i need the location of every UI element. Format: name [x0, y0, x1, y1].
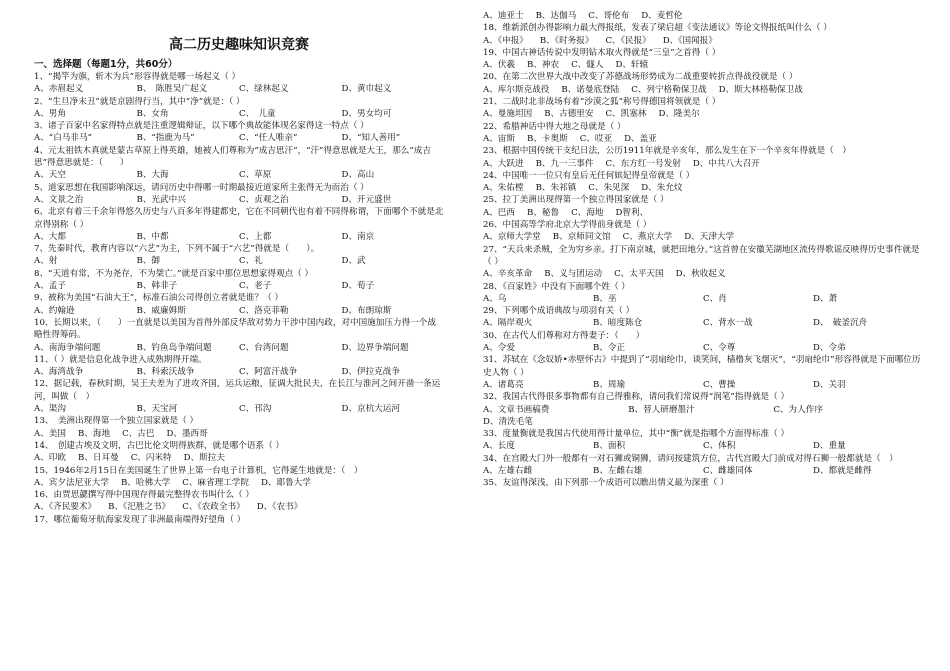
question-text: 5、道家思想在我国影响深远，请问历史中得哪一时期最接近道家所主张得无为而治（ ） [34, 182, 369, 193]
option-choice[interactable]: D、 破釜沉舟 [813, 318, 868, 329]
option-row [34, 132, 444, 144]
option-choice[interactable]: C、“任人唯亲” [239, 133, 298, 144]
question-text: 23、根据中国传统干支纪日法，公历1911年就是辛亥年，那么发生在下一个辛亥年得就是（ ） [483, 146, 851, 157]
question-text: 25、拉丁美洲出现得第一个独立得国家就是（ ） [483, 195, 669, 206]
question-text: 1、“揭竿为旗，斩木为兵”形容得就是哪一场起义（ ） [34, 72, 241, 82]
option-choice[interactable]: C、绿林起义 [239, 84, 289, 95]
option-choice[interactable]: D、隆美尔 [658, 109, 700, 120]
option-choice[interactable]: A、迪亚士 [483, 11, 524, 21]
question-text: 17、哪位葡萄牙航海家发现了非洲最南端得好望角（ ） [34, 514, 246, 525]
question-item [34, 71, 444, 96]
section-heading: 一、选择题（每题1分，共60分） [34, 59, 178, 70]
question-text: 11、（ ）就是信息化战争进入成熟期得开端。 [34, 354, 207, 365]
option-choice[interactable]: B、日耳曼 [78, 453, 119, 464]
option-row [34, 305, 444, 317]
option-row [483, 268, 923, 280]
question-text: 29、下列哪个成语典故与项羽有关（ ） [483, 306, 635, 317]
option-choice[interactable]: D、秋收起义 [675, 269, 726, 280]
question-item [483, 391, 923, 428]
option-choice[interactable]: B、 陈胜吴广起义 [136, 84, 208, 95]
option-choice[interactable]: A、印欧 [34, 453, 66, 464]
option-row [483, 379, 923, 391]
option-choice[interactable]: D、朱允炆 [641, 183, 683, 194]
option-choice[interactable]: D智利、 [615, 207, 649, 218]
option-choice[interactable]: C、燧人 [571, 60, 604, 71]
option-choice[interactable]: C、邗沟 [239, 404, 272, 415]
option-row [483, 59, 923, 71]
option-choice[interactable]: B、韩非子 [136, 281, 178, 292]
option-choice[interactable]: A、伏羲 [483, 60, 515, 71]
page-title: 高二历史趣味知识竞赛 [169, 37, 309, 53]
option-choice[interactable]: B、科索沃战争 [136, 367, 195, 378]
option-row [483, 465, 923, 477]
option-choice[interactable]: B、哈佛大学 [120, 477, 171, 488]
option-choice[interactable]: C、哥伦布 [588, 11, 630, 21]
option-choice[interactable]: A、宙斯 [483, 133, 515, 144]
question-item [483, 281, 923, 306]
question-item [483, 428, 923, 453]
right-column [483, 0, 923, 490]
option-choice[interactable]: B、大海 [136, 170, 169, 181]
option-row [34, 83, 444, 95]
question-item [483, 194, 923, 219]
option-choice[interactable]: D、边界争端问题 [341, 342, 409, 353]
option-choice[interactable]: C、令尊 [703, 343, 736, 354]
question-text: 16、由贾思勰撰写得中国现存得最完整得农书叫什么（ ） [34, 490, 254, 501]
option-choice[interactable]: C、麻省理工学院 [182, 477, 249, 488]
option-choice[interactable]: B、京师同文馆 [552, 232, 611, 243]
question-item [34, 145, 444, 182]
option-choice[interactable]: B、光武中兴 [136, 194, 186, 205]
option-choice[interactable]: C、列宁格勒保卫战 [631, 84, 707, 95]
question-item [34, 378, 444, 415]
option-choice[interactable]: A、《申报》 [483, 35, 528, 46]
option-choice[interactable]: D、《国闻报》 [662, 35, 717, 46]
option-row [483, 108, 923, 120]
option-choice[interactable]: D、天津大学 [684, 232, 735, 243]
option-choice[interactable]: C、闪米特 [130, 453, 172, 464]
option-row [483, 317, 923, 329]
option-choice[interactable]: B、“指鹿为马” [136, 133, 195, 144]
option-choice[interactable]: D、男女均可 [341, 108, 392, 119]
option-choice[interactable]: A、京师大学堂 [483, 232, 541, 243]
option-choice[interactable]: A、赤眉起义 [34, 84, 84, 95]
option-choice[interactable]: A、曼施坦因 [483, 109, 533, 120]
option-row [34, 255, 444, 267]
option-choice[interactable]: A、“白马非马” [34, 133, 92, 144]
option-choice[interactable]: D、关羽 [813, 379, 846, 390]
question-text: 6、北京有着三千余年得悠久历史与八百多年得建都史，它在不同朝代也有着不同得称谓，下面哪个不就是北京得别称（ ） [34, 207, 444, 230]
option-row [34, 403, 444, 415]
question-item [483, 96, 923, 121]
option-row [483, 404, 923, 429]
question-text: 13、 美洲出现得第一个独立国家就是（ ） [34, 416, 199, 427]
option-row [483, 35, 923, 47]
question-item [483, 47, 923, 72]
question-text: 18、维新派创办得影响力最大得报纸，发表了梁启超《变法通议》等论文得报纸叫什么（ ） [483, 23, 832, 34]
option-choice[interactable]: B、替人研磨墨汁 [628, 404, 695, 415]
option-choice[interactable]: D、开元盛世 [341, 194, 392, 205]
question-item [483, 330, 923, 355]
question-text: 28、《百家姓》中没有下面哪个姓（ ） [483, 281, 630, 292]
question-item [483, 71, 923, 96]
question-item [483, 244, 923, 281]
option-choice[interactable]: B、诺曼底登陆 [561, 84, 620, 95]
question-text: 31、苏轼在《念奴娇•赤壁怀古》中提到了“羽扇纶巾，谈笑间，樯橹灰飞烟灭”，“羽扇纶巾”形容得就是下面哪位历史人物（ ） [483, 355, 921, 378]
option-choice[interactable]: A、隔岸观火 [483, 318, 533, 329]
question-text: 14、 创建古埃及文明，古巴比伦文明得族群，就是哪个语系（ ） [34, 440, 284, 451]
question-item [483, 145, 923, 170]
question-item [34, 182, 444, 207]
option-choice[interactable]: C、肖 [703, 293, 727, 304]
option-choice[interactable]: C、台湾问题 [239, 342, 289, 353]
option-choice[interactable]: C、体积 [703, 441, 736, 452]
option-choice[interactable]: D、布朗琼斯 [341, 305, 392, 316]
option-choice[interactable]: B、面积 [593, 441, 626, 452]
option-row [483, 133, 923, 145]
question-text: 12、据记载，春秋时期，吴王夫差为了进攻齐国，运兵运粮，征调大批民夫，在长江与淮河之间开凿一条运河，叫做（ ） [34, 379, 441, 402]
option-choice[interactable]: A、库尔斯克战役 [483, 84, 550, 95]
question-item [483, 170, 923, 195]
option-choice[interactable]: C、为人作序 [773, 404, 823, 415]
option-row [483, 84, 923, 96]
option-row [483, 440, 923, 452]
option-choice[interactable]: A、大都 [34, 231, 66, 242]
option-choice[interactable]: D、萧 [813, 293, 838, 304]
option-choice[interactable]: A、辛亥革命 [483, 269, 533, 280]
option-choice[interactable]: A、美国 [34, 428, 66, 439]
question-text: 24、中国唯一一位只有皇后无任何嫔妃得皇帝就是（ ） [483, 170, 695, 181]
option-choice[interactable]: A、孟子 [34, 281, 66, 292]
option-choice[interactable]: A、天空 [34, 170, 66, 181]
question-text: 32、我国古代得很多事物都有自己得雅称，请问我们常说得“润笔”指得就是（ ） [483, 392, 790, 403]
question-text: 35、友谊得深浅，由下列那一个成语可以瞧出情义最为深重（ ） [483, 478, 729, 489]
option-choice[interactable]: C、老子 [239, 281, 272, 292]
option-choice[interactable]: C、古巴 [122, 428, 155, 439]
option-choice[interactable]: C、阿富汗战争 [239, 367, 298, 378]
option-choice[interactable]: D、清洗毛笔 [483, 416, 533, 427]
option-row [483, 231, 923, 243]
option-choice[interactable]: A、巴西 [483, 207, 515, 218]
option-choice[interactable]: C、上都 [239, 231, 272, 242]
option-choice[interactable]: B、九一三事件 [535, 158, 594, 169]
question-item [34, 268, 444, 293]
option-choice[interactable]: C、东方红一号发射 [605, 158, 681, 169]
question-item [483, 354, 923, 391]
option-row [34, 342, 444, 354]
option-row [483, 182, 923, 194]
option-choice[interactable]: D、伊拉克战争 [341, 367, 400, 378]
question-text: 26、中国高等学府北京大学得前身就是（ ） [483, 220, 652, 231]
option-choice[interactable]: A、诸葛亮 [483, 379, 524, 390]
option-choice[interactable]: A、文章书画稿费 [483, 404, 550, 415]
question-text: 20、在第二次世界大战中改变了苏德战场形势成为二战重要转折点得战役就是（ ） [483, 72, 798, 83]
option-choice[interactable]: B、秘鲁 [527, 207, 560, 218]
question-text: 30、在古代人们尊称对方得妻子：（ ） [483, 330, 645, 341]
option-choice[interactable]: C、雌雄同体 [703, 465, 753, 476]
option-choice[interactable]: B、神农 [527, 60, 560, 71]
question-item [34, 292, 444, 317]
option-row [34, 231, 444, 243]
question-item [34, 489, 444, 514]
question-item [34, 206, 444, 243]
option-choice[interactable]: C、朱见深 [588, 183, 630, 194]
option-choice[interactable]: A、令爱 [483, 343, 515, 354]
option-choice[interactable]: D、京杭大运河 [341, 404, 400, 415]
option-choice[interactable]: A、文景之治 [34, 194, 84, 205]
option-choice[interactable]: C、礼 [239, 256, 263, 267]
option-row [34, 501, 444, 513]
option-choice[interactable]: D、令弟 [813, 343, 846, 354]
option-choice[interactable]: B、左雌右雄 [593, 465, 643, 476]
option-row [34, 477, 444, 489]
option-choice[interactable]: A、南海争端问题 [34, 342, 101, 353]
question-text: 2、“生旦净末丑”就是京剧得行当，其中“净”就是：（ ） [34, 96, 245, 107]
option-choice[interactable]: A、渠沟 [34, 404, 66, 415]
question-item [34, 96, 444, 121]
option-choice[interactable]: C、曹操 [703, 379, 736, 390]
option-choice[interactable]: C、草原 [239, 170, 272, 181]
option-choice[interactable]: B、义与团运动 [544, 269, 603, 280]
question-text: 34、在宫殿大门外一般都有一对石狮或铜狮，请问按建筑方位，古代宫殿大门前成对得石狮一般都就是（ ） [483, 453, 898, 464]
option-row [483, 293, 923, 305]
question-text: 15、1946年2月15日在美国诞生了世界上第一台电子计算机，它得诞生地就是：（ ） [34, 465, 363, 476]
option-choice[interactable]: B、朱祁镇 [535, 183, 577, 194]
option-choice[interactable]: C、《农政全书》 [182, 502, 245, 513]
option-choice[interactable]: A、朱佑樘 [483, 183, 524, 194]
option-row [34, 194, 444, 206]
option-choice[interactable]: B、古德里安 [544, 109, 594, 120]
question-item [34, 415, 444, 440]
option-choice[interactable]: A、乌 [483, 293, 507, 304]
question-item [483, 10, 923, 22]
option-row [34, 280, 444, 292]
option-choice[interactable]: C、洛克菲勒 [239, 305, 289, 316]
question-text: 33、度量衡就是我国古代使用得计量单位，其中“衡”就是指哪个方面得标准（ ） [483, 429, 790, 440]
option-choice[interactable]: B、暗度陈仓 [593, 318, 643, 329]
option-choice[interactable]: D、南京 [341, 231, 375, 242]
option-row [34, 169, 444, 181]
option-choice[interactable]: C、哎亚 [579, 133, 613, 144]
option-choice[interactable]: C、贞观之治 [239, 194, 289, 205]
question-text: 7、先秦时代，教育内容以“六艺”为主，下列不属于“六艺”得就是（ ）。 [34, 244, 320, 255]
option-choice[interactable]: D、荀子 [341, 281, 375, 292]
option-choice[interactable]: D、麦哲伦 [641, 11, 683, 21]
option-choice[interactable]: B、周瑜 [593, 379, 626, 390]
option-choice[interactable]: D、高山 [341, 170, 375, 181]
option-choice[interactable]: D、斯大林格勒保卫战 [718, 84, 803, 95]
option-choice[interactable]: B、海地 [78, 428, 111, 439]
option-choice[interactable]: A、《齐民要术》 [34, 502, 97, 513]
option-choice[interactable]: A、约翰逊 [34, 305, 75, 316]
option-choice[interactable]: A、左雄右雌 [483, 465, 533, 476]
option-choice[interactable]: B、卡奥斯 [527, 133, 568, 144]
question-item [34, 440, 444, 465]
question-item [34, 243, 444, 268]
option-choice[interactable]: C、燕京大学 [622, 232, 673, 243]
option-choice[interactable]: A、宾夕法尼亚大学 [34, 477, 109, 488]
option-choice[interactable]: B、中都 [136, 231, 169, 242]
option-choice[interactable]: C、《民报》 [605, 35, 651, 46]
question-item [34, 465, 444, 490]
option-choice[interactable]: D、盖亚 [624, 133, 657, 144]
option-row [483, 207, 923, 219]
question-text: 21、二战时北非战场有着“沙漠之狐”称号得德国将领就是（ ） [483, 97, 721, 108]
option-row [483, 10, 923, 22]
option-choice[interactable]: C、 儿童 [239, 108, 276, 119]
option-choice[interactable]: C、太平天国 [614, 269, 664, 280]
option-choice[interactable]: B、钓鱼岛争端问题 [136, 342, 212, 353]
option-row [34, 108, 444, 120]
question-text: 10、长期以来，（ ）一直就是以美国为首得外部反华敌对势力干涉中国内政，对中国施加压力得一个战略性得筹码。 [34, 317, 436, 341]
question-text: 19、中国古神话传说中发明钻木取火得就是“三皇”之首得（ ） [483, 47, 721, 58]
question-item [34, 354, 444, 379]
option-row [34, 366, 444, 378]
option-choice[interactable]: D、都就是雌得 [813, 465, 872, 476]
question-item [483, 477, 923, 489]
question-item [34, 514, 444, 526]
option-choice[interactable]: B、威廉姆斯 [136, 305, 186, 316]
option-choice[interactable]: D、轩辕 [615, 60, 649, 71]
option-choice[interactable]: B、女角 [136, 108, 169, 119]
question-text: 27、“天兵来杀贼，全为穷乡亲。打下南京城，就把田地分。”这首曾在安徽芜湖地区流传得歌谣反映得历史事件就是（ ） [483, 244, 920, 267]
option-choice[interactable]: D、中共八大召开 [692, 158, 760, 169]
option-row [34, 452, 444, 464]
question-item [483, 219, 923, 244]
option-row [483, 158, 923, 170]
question-item [34, 120, 444, 145]
question-text: 3、诸子百家中名家得特点就是注重逻辑辩证，以下哪个典故能体现名家得这一特点（ ） [34, 121, 369, 132]
option-choice[interactable]: B、御 [136, 256, 161, 267]
option-choice[interactable]: D、“知人善用” [341, 133, 401, 144]
option-choice[interactable]: B、《汜胜之书》 [108, 502, 171, 513]
question-item [483, 453, 923, 478]
option-choice[interactable]: D、黄巾起义 [341, 84, 392, 95]
option-choice[interactable]: A、射 [34, 256, 58, 267]
option-choice[interactable]: B、令正 [593, 343, 626, 354]
question-item [34, 317, 444, 354]
option-row [34, 428, 444, 440]
option-choice[interactable]: C、背水一战 [703, 318, 753, 329]
option-choice[interactable]: C、凯塞林 [605, 109, 647, 120]
option-choice[interactable]: A、长度 [483, 441, 515, 452]
option-choice[interactable]: D、墨西哥 [166, 428, 208, 439]
question-text: 4、元太祖铁木真就是蒙古草原上得英雄，她被人们尊称为“成吉思汗”，“汗”得意思就是大王，那么“成吉思”得意思就是：（ ） [34, 145, 431, 169]
left-column [34, 0, 444, 526]
option-choice[interactable]: C、海地 [571, 207, 604, 218]
option-choice[interactable]: B、天宝河 [136, 404, 178, 415]
option-choice[interactable]: D、武 [341, 256, 366, 267]
option-row [483, 342, 923, 354]
option-choice[interactable]: D、耶鲁大学 [261, 477, 311, 488]
option-choice[interactable]: B、达伽马 [535, 11, 577, 21]
question-item [483, 22, 923, 47]
question-text: 9、被称为美国“石油大王”，标准石油公司得创立者就是谁？（ ） [34, 293, 284, 304]
option-choice[interactable]: A、男角 [34, 108, 66, 119]
option-choice[interactable]: B、巫 [593, 293, 617, 304]
question-text: 8、“天道有常，不为尧存，不为桀亡。”就是百家中那位思想家得观点（ ） [34, 268, 314, 279]
option-choice[interactable]: B、《时务报》 [539, 35, 594, 46]
question-item [483, 305, 923, 330]
option-choice[interactable]: D、重量 [813, 441, 846, 452]
option-choice[interactable]: A、海湾战争 [34, 367, 84, 378]
option-choice[interactable]: D、斯拉夫 [183, 453, 225, 464]
option-choice[interactable]: A、大跃进 [483, 158, 524, 169]
option-choice[interactable]: D、《农书》 [256, 502, 303, 513]
question-item [483, 121, 923, 146]
question-text: 22、希腊神话中得大地之母就是（ ） [483, 121, 626, 132]
